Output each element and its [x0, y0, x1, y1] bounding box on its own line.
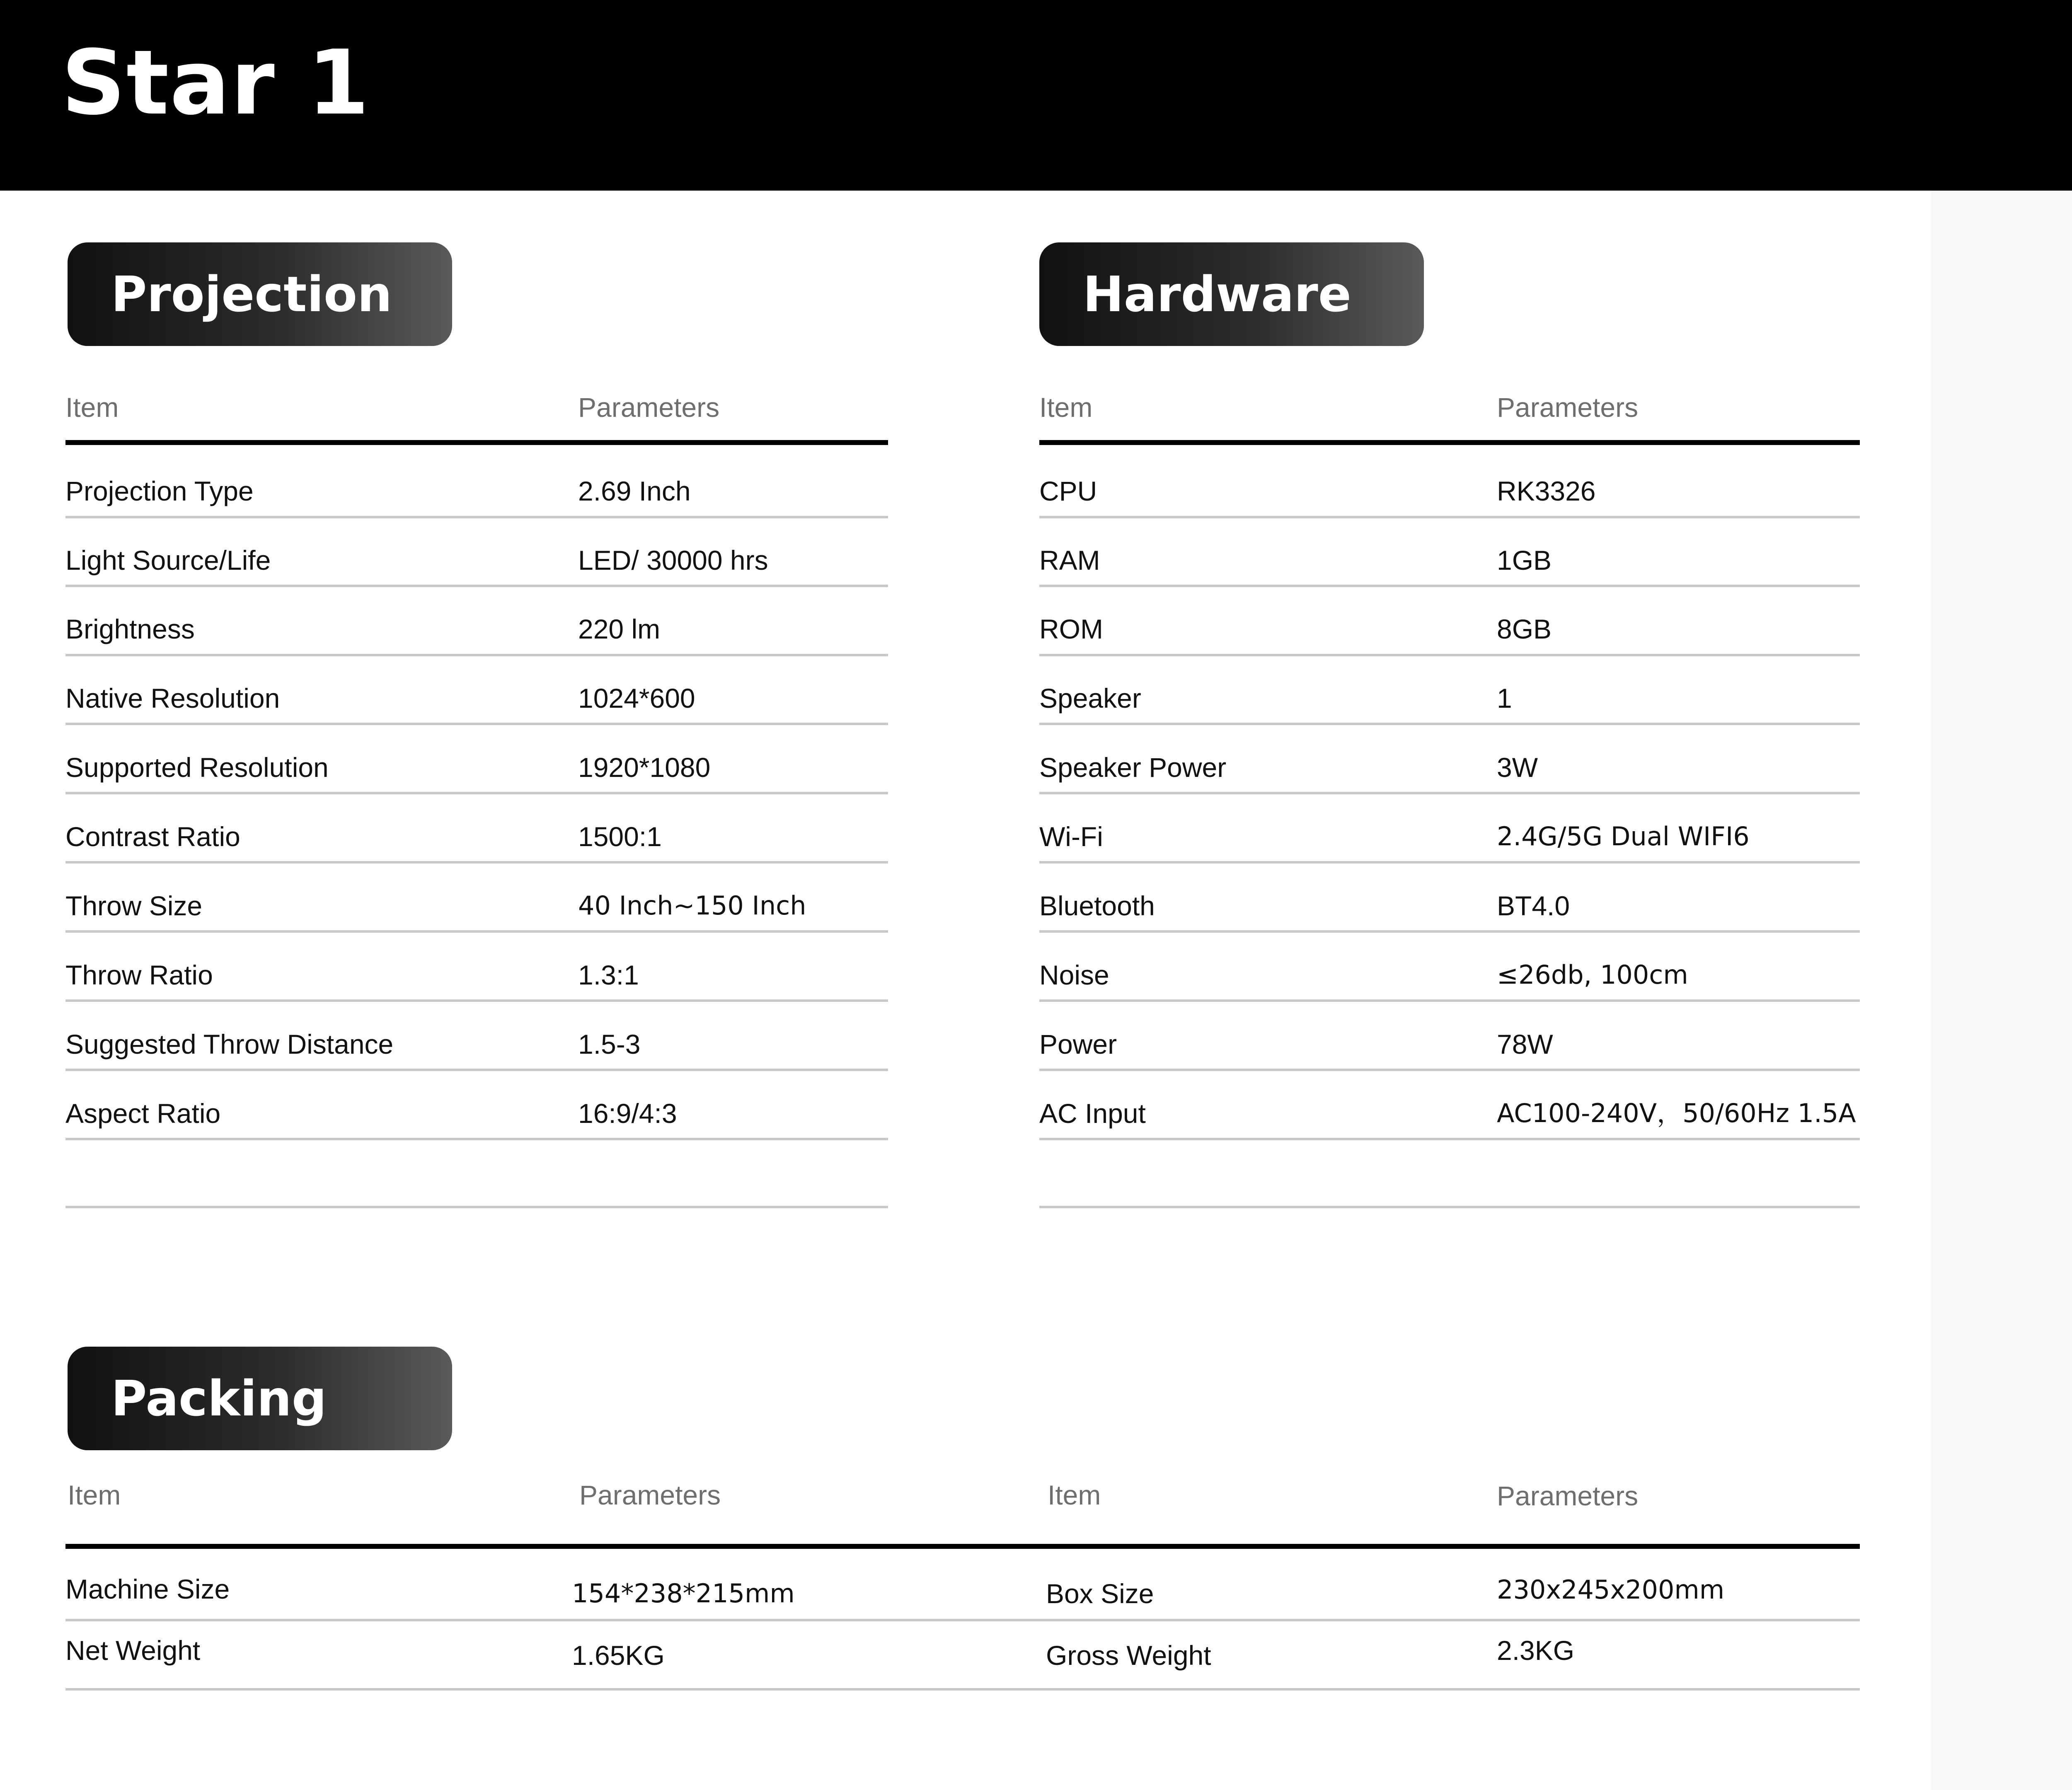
projection-col-parameters: Parameters	[578, 392, 720, 423]
projection-item: Throw Ratio	[65, 960, 213, 990]
hardware-item: Speaker	[1039, 683, 1141, 714]
projection-value: 1.5-3	[578, 1029, 641, 1059]
projection-value: 1920*1080	[578, 752, 711, 783]
hardware-item: Noise	[1039, 960, 1109, 990]
row-divider	[65, 654, 888, 656]
row-divider	[1039, 1138, 1860, 1140]
row-divider	[65, 999, 888, 1002]
projection-item: Contrast Ratio	[65, 821, 240, 852]
row-divider	[1039, 654, 1860, 656]
row-divider	[65, 1138, 888, 1140]
row-divider	[1039, 585, 1860, 587]
projection-value: 16:9/4:3	[578, 1098, 677, 1129]
hardware-item: Wi-Fi	[1039, 821, 1103, 852]
packing-item: Machine Size	[65, 1574, 230, 1604]
hardware-value: ≤26db, 100cm	[1497, 960, 1688, 990]
packing-col-item-1: Item	[68, 1480, 121, 1510]
page-title: Star 1	[61, 31, 370, 135]
projection-value: LED/ 30000 hrs	[578, 545, 768, 576]
projection-value: 1024*600	[578, 683, 695, 714]
hardware-item: CPU	[1039, 476, 1097, 506]
row-divider	[65, 723, 888, 725]
projection-item: Projection Type	[65, 476, 254, 506]
packing-value: 154*238*215mm	[572, 1578, 795, 1609]
hardware-item: Speaker Power	[1039, 752, 1227, 783]
hardware-value: 3W	[1497, 752, 1538, 783]
hardware-item: ROM	[1039, 614, 1103, 644]
hardware-value: RK3326	[1497, 476, 1596, 506]
table-end-divider	[65, 1206, 888, 1208]
projection-item: Brightness	[65, 614, 195, 644]
row-divider	[65, 516, 888, 518]
row-divider	[1039, 723, 1860, 725]
projection-col-item: Item	[65, 392, 119, 423]
row-divider	[1039, 930, 1860, 933]
hardware-value: BT4.0	[1497, 890, 1570, 921]
right-panel-background	[1931, 191, 2072, 1790]
packing-value: 230x245x200mm	[1497, 1575, 1725, 1605]
row-divider	[65, 1688, 1860, 1691]
header-bar	[0, 0, 2072, 191]
row-divider	[1039, 516, 1860, 518]
row-divider	[1039, 861, 1860, 864]
hardware-value: AC100-240V，50/60Hz 1.5A	[1497, 1098, 1856, 1128]
hardware-value: 1	[1497, 683, 1512, 714]
hardware-item: RAM	[1039, 545, 1100, 576]
hardware-value: 8GB	[1497, 614, 1552, 644]
row-divider	[65, 585, 888, 587]
table-end-divider	[1039, 1206, 1860, 1208]
hardware-col-item: Item	[1039, 392, 1093, 423]
packing-col-parameters-2: Parameters	[1497, 1480, 1639, 1511]
packing-item: Net Weight	[65, 1635, 201, 1666]
hardware-item: Bluetooth	[1039, 890, 1155, 921]
projection-value: 2.69 Inch	[578, 476, 691, 506]
row-divider	[1039, 999, 1860, 1002]
projection-value: 1.3:1	[578, 960, 639, 990]
projection-value: 1500:1	[578, 821, 662, 852]
row-divider	[65, 930, 888, 933]
projection-value: 40 Inch~150 Inch	[578, 890, 806, 921]
row-divider	[1039, 1069, 1860, 1071]
packing-col-item-2: Item	[1048, 1480, 1101, 1510]
section-title-projection: Projection	[68, 242, 452, 346]
hardware-item: Power	[1039, 1029, 1117, 1059]
row-divider	[65, 792, 888, 794]
projection-item: Supported Resolution	[65, 752, 329, 783]
hardware-col-parameters: Parameters	[1497, 392, 1639, 423]
row-divider	[65, 1619, 1860, 1621]
section-title-packing: Packing	[68, 1347, 452, 1450]
hardware-header-rule	[1039, 440, 1860, 445]
row-divider	[65, 861, 888, 864]
hardware-value: 2.4G/5G Dual WIFI6	[1497, 821, 1750, 851]
packing-header-rule	[65, 1544, 1860, 1549]
row-divider	[65, 1069, 888, 1071]
packing-item: Box Size	[1046, 1578, 1154, 1609]
projection-item: Aspect Ratio	[65, 1098, 221, 1129]
projection-header-rule	[65, 440, 888, 445]
packing-item: Gross Weight	[1046, 1640, 1211, 1671]
row-divider	[1039, 792, 1860, 794]
projection-value: 220 lm	[578, 614, 661, 644]
projection-item: Light Source/Life	[65, 545, 271, 576]
section-title-hardware: Hardware	[1039, 242, 1424, 346]
packing-col-parameters-1: Parameters	[579, 1480, 721, 1510]
hardware-value: 1GB	[1497, 545, 1552, 576]
hardware-item: AC Input	[1039, 1098, 1146, 1129]
projection-item: Native Resolution	[65, 683, 280, 714]
packing-value: 1.65KG	[572, 1640, 665, 1671]
projection-item: Throw Size	[65, 890, 203, 921]
projection-item: Suggested Throw Distance	[65, 1029, 394, 1059]
packing-value: 2.3KG	[1497, 1635, 1575, 1666]
hardware-value: 78W	[1497, 1029, 1553, 1059]
